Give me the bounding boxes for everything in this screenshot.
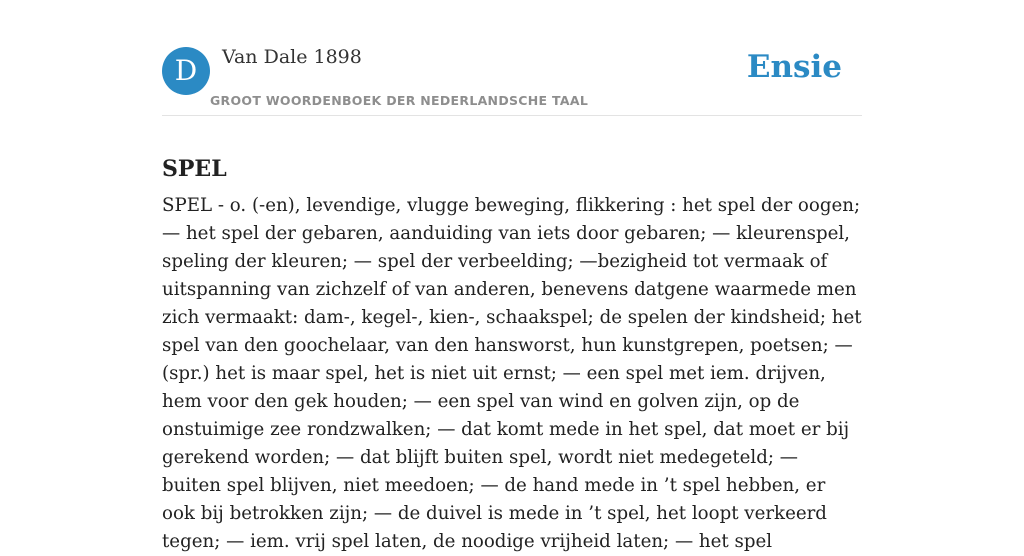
page-container bbox=[162, 0, 862, 552]
dictionary-subtitle: GROOT WOORDENBOEK DER NEDERLANDSCHE TAAL bbox=[210, 93, 589, 108]
entry-definition: SPEL - o. (-en), levendige, vlugge beweging, flikkering : het spel der oogen; — het spel der gebaren, aanduiding van iets door gebaren; — kleurenspel, speling der kleuren; — spel der verbeelding; —bezigheid tot vermaak of uitspanning van zichzelf of van anderen, benevens datgene waarmede men zich vermaakt: dam-, kegel-, kien-, schaakspel; de spelen der kindsheid; het spel van den goochelaar, van den hansworst, hun kunstgrepen, poetsen; — (spr.) het is maar spel, het is niet uit ernst; — een spel met iem. drijven, hem voor den gek houden; — een spel van wind en golven zijn, op de onstuimige zee rondzwalken; — dat komt mede in het spel, dat moet er bij gerekend worden; — dat blijft buiten spel, wordt niet medegeteld; — buiten spel blijven, niet meedoen; — de hand mede in ’t spel hebben, er ook bij betrokken zijn; — de duivel is mede in ’t spel, het loopt verkeerd tegen; — iem. vrij spel laten, de noodige vrijheid laten; — het spel bbox=[162, 195, 862, 552]
ensie-logo-link[interactable]: Ensie bbox=[746, 49, 842, 85]
dictionary-title[interactable]: Van Dale 1898 bbox=[222, 46, 362, 68]
dictionary-logo-icon[interactable]: D bbox=[162, 47, 210, 95]
entry-headword: SPEL bbox=[162, 155, 227, 182]
dictionary-header bbox=[162, 0, 862, 116]
